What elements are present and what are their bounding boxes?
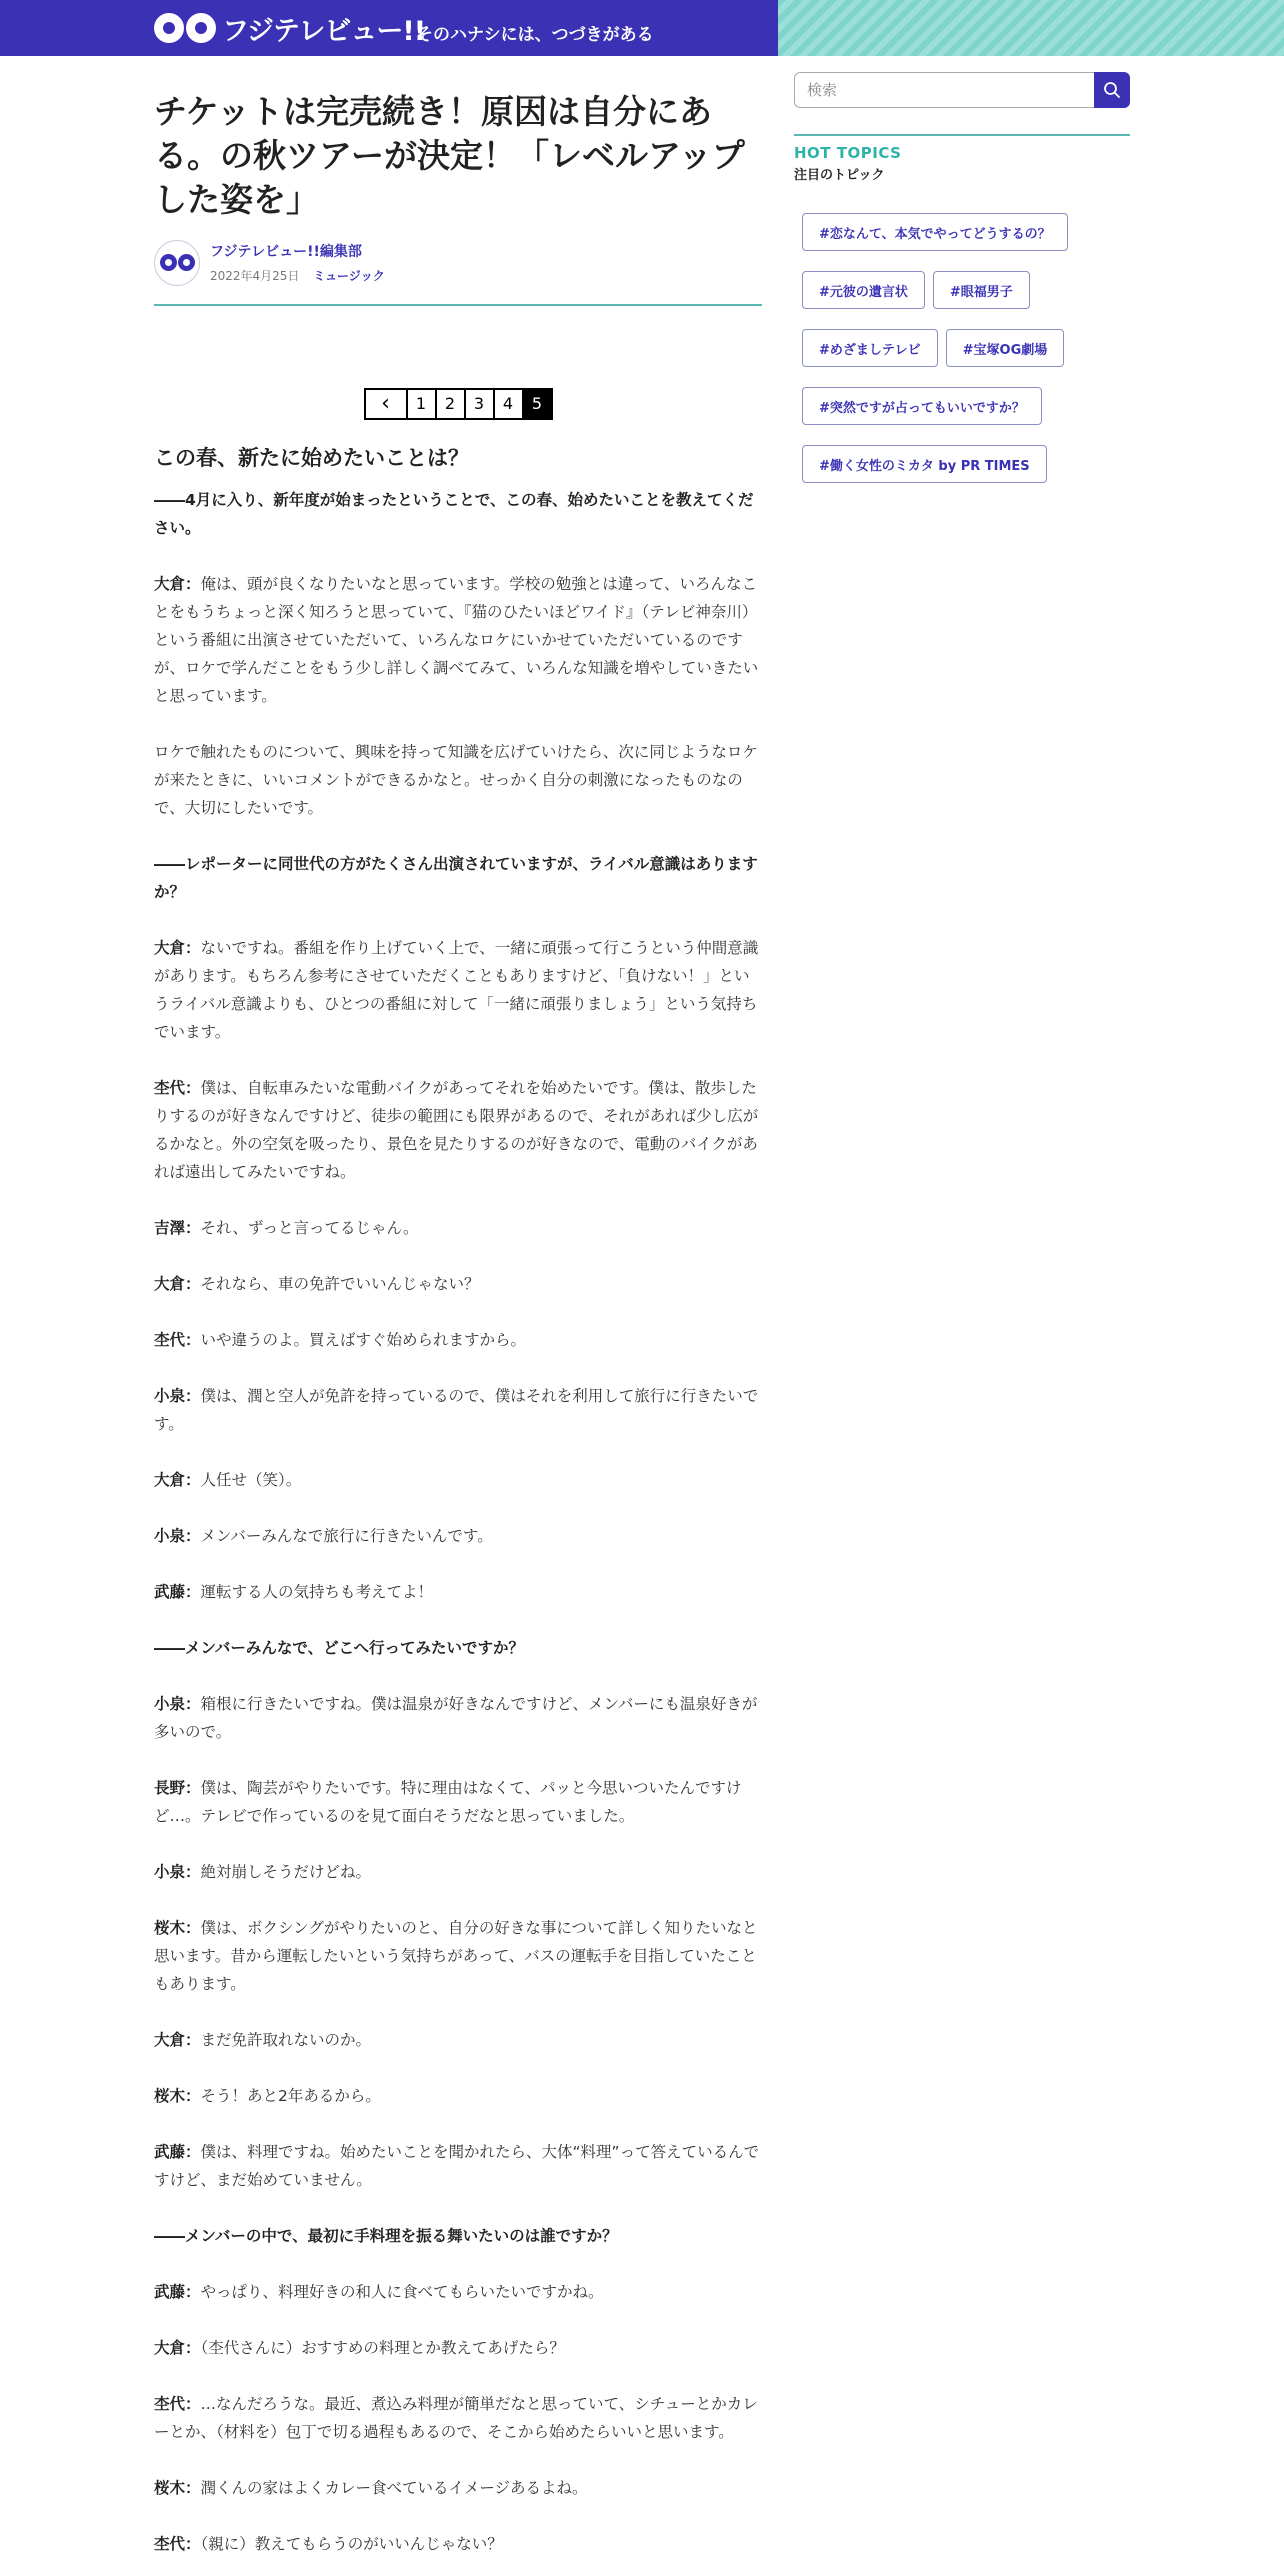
category-link[interactable]: ミュージック	[313, 269, 385, 284]
interview-answer	[154, 2082, 762, 2110]
paragraph-text: 僕は、陶芸がやりたいです。特に理由はなくて、パッと今思いついたんですけど…。テレビで作っているのを見て面白そうだなと思っていました。	[154, 1778, 742, 1825]
paragraph-text: （杢代さんに）おすすめの料理とか教えてあげたら？	[200, 2338, 565, 2357]
hot-topics-subtitle: 注目のトピック	[794, 168, 885, 183]
header-pattern	[778, 0, 1284, 56]
logo-eyes-icon	[154, 13, 216, 43]
paragraph-text: やっぱり、料理好きの和人に食べてもらいたいですかね。	[200, 2282, 604, 2301]
interview-answer	[154, 1466, 762, 1494]
speaker-name: 大倉：	[154, 2030, 201, 2049]
interview-answer	[154, 2474, 762, 2502]
interview-answer	[154, 1914, 762, 1998]
interview-question	[154, 2222, 762, 2250]
interview-answer	[154, 570, 762, 710]
interview-answer	[154, 934, 762, 1046]
speaker-name: 桜木：	[154, 1918, 201, 1937]
speaker-name: 杢代：	[154, 2394, 201, 2413]
interview-answer	[154, 738, 762, 822]
interview-answer	[154, 1578, 762, 1606]
hot-topic-tag[interactable]: #めざましテレビ	[802, 329, 938, 367]
interview-question	[154, 1634, 762, 1662]
interview-answer	[154, 2390, 762, 2446]
prev-page-button[interactable]	[364, 388, 408, 420]
speaker-name: 大倉：	[154, 1470, 201, 1489]
page-button-1[interactable]: 1	[408, 388, 437, 420]
interview-answer	[154, 1270, 762, 1298]
interview-answer	[154, 2278, 762, 2306]
paragraph-text: （親に）教えてもらうのがいいんじゃない？	[200, 2534, 503, 2553]
speaker-name: 大倉：	[154, 938, 201, 957]
paragraph-text: まだ免許取れないのか。	[200, 2030, 372, 2049]
speaker-name: 吉澤：	[154, 1218, 201, 1237]
paragraph-text: 僕は、自転車みたいな電動バイクがあってそれを始めたいです。僕は、散歩したりするのが好きなんですけど、徒歩の範囲にも限界があるので、それがあれば少し広がるかなと。外の空気を吸ったり、景色を見たりするのが好きなので、電動のバイクがあれば遠出してみたいですね。	[154, 1078, 759, 1181]
speaker-name: 武藤：	[154, 2282, 201, 2301]
interview-answer	[154, 2530, 762, 2558]
paragraph-text: 人任せ（笑）。	[200, 1470, 302, 1489]
search-input[interactable]	[794, 72, 1094, 108]
paragraph-text: ――レポーターに同世代の方がたくさん出演されていますが、ライバル意識はありますか？	[154, 854, 758, 901]
interview-answer	[154, 1690, 762, 1746]
speaker-name: 桜木：	[154, 2478, 201, 2497]
site-tagline: そのハナシには、つづきがある	[416, 25, 654, 45]
paragraph-text: 潤くんの家はよくカレー食べているイメージあるよね。	[200, 2478, 588, 2497]
paragraph-text: …なんだろうな。最近、煮込み料理が簡単だなと思っていて、シチューとかカレーとか、（材料を）包丁で切る過程もあるので、そこから始めたらいいと思います。	[154, 2394, 758, 2441]
logo-text: フジテレビュー!!	[222, 15, 426, 47]
interview-question	[154, 850, 762, 906]
hot-topics-divider	[794, 134, 1130, 136]
article-title: チケットは完売続き！原因は自分にある。の秋ツアーが決定！「レベルアップした姿を」	[154, 92, 745, 219]
speaker-name: 小泉：	[154, 1694, 201, 1713]
paragraph-text: 絶対崩しそうだけどね。	[200, 1862, 372, 1881]
speaker-name: 桜木：	[154, 2086, 201, 2105]
author-avatar[interactable]	[154, 240, 200, 286]
paragraph-text: 僕は、料理ですね。始めたいことを聞かれたら、大体“料理”って答えているんですけど、まだ始めていません。	[154, 2142, 760, 2189]
paragraph-text: いや違うのよ。買えばすぐ始められますから。	[200, 1330, 527, 1349]
section-heading: この春、新たに始めたいことは？	[154, 445, 469, 470]
hot-topic-tag[interactable]: #働く女性のミカタ by PR TIMES	[802, 445, 1047, 483]
paragraph-text: メンバーみんなで旅行に行きたいんです。	[200, 1526, 493, 1545]
sidebar	[794, 56, 1130, 483]
hot-topic-tag[interactable]: #突然ですが占ってもいいですか？	[802, 387, 1042, 425]
speaker-name: 杢代：	[154, 2534, 201, 2553]
paragraph-text: 箱根に行きたいですね。僕は温泉が好きなんですけど、メンバーにも温泉好きが多いので。	[154, 1694, 758, 1741]
search-icon	[1103, 81, 1121, 99]
interview-answer	[154, 2334, 762, 2362]
article-main	[154, 56, 762, 2558]
hot-topic-tag[interactable]: #恋なんて、本気でやってどうするの？	[802, 213, 1068, 251]
interview-answer	[154, 1382, 762, 1438]
paragraph-text: 運転する人の気持ちも考えてよ！	[200, 1582, 434, 1601]
paragraph-text: ――メンバーの中で、最初に手料理を振る舞いたいのは誰ですか？	[154, 2226, 618, 2245]
article-body	[154, 486, 762, 2558]
page-button-3[interactable]: 3	[466, 388, 495, 420]
search-button[interactable]	[1094, 72, 1130, 108]
page-button-2[interactable]: 2	[437, 388, 466, 420]
title-divider	[154, 304, 762, 306]
hot-topic-tags	[794, 213, 1114, 483]
speaker-name: 小泉：	[154, 1526, 201, 1545]
hot-topic-tag[interactable]: #元彼の遺言状	[802, 271, 925, 309]
paragraph-text: 俺は、頭が良くなりたいなと思っています。学校の勉強とは違って、いろんなことをもうちょっと深く知ろうと思っていて、『猫のひたいほどワイド』（テレビ神奈川）という番組に出演させていただいて、いろんなロケにいかせていただいているのですが、ロケで学んだことをもう少し詳しく調べてみて、いろんな知識を増やしていきたいと思っています。	[154, 574, 759, 705]
article-date: 2022年4月25日	[210, 269, 300, 284]
speaker-name: 杢代：	[154, 1330, 201, 1349]
speaker-name: 武藤：	[154, 2142, 201, 2161]
interview-answer	[154, 1522, 762, 1550]
interview-answer	[154, 1326, 762, 1354]
author-link[interactable]: フジテレビュー!!編集部	[210, 244, 362, 261]
paragraph-text: 僕は、ボクシングがやりたいのと、自分の好きな事について詳しく知りたいなと思います。昔から運転したいという気持ちがあって、バスの運転手を目指していたこともあります。	[154, 1918, 758, 1993]
speaker-name: 小泉：	[154, 1386, 201, 1405]
paragraph-text: そう！あと2年あるから。	[200, 2086, 381, 2105]
pagination	[154, 388, 762, 420]
speaker-name: 武藤：	[154, 1582, 201, 1601]
paragraph-text: それなら、車の免許でいいんじゃない？	[200, 1274, 480, 1293]
speaker-name: 長野：	[154, 1778, 201, 1797]
search-box	[794, 72, 1130, 108]
paragraph-text: 僕は、潤と空人が免許を持っているので、僕はそれを利用して旅行に行きたいです。	[154, 1386, 759, 1433]
article-meta	[154, 240, 762, 286]
hot-topic-tag[interactable]: #宝塚OG劇場	[946, 329, 1065, 367]
chevron-left-icon: ‹	[381, 390, 390, 416]
interview-answer	[154, 2026, 762, 2054]
interview-answer	[154, 1214, 762, 1242]
interview-answer	[154, 1858, 762, 1886]
speaker-name: 大倉：	[154, 1274, 201, 1293]
hot-topics-title: HOT TOPICS	[794, 144, 902, 162]
paragraph-text: ないですね。番組を作り上げていく上で、一緒に頑張って行こうという仲間意識があります。もちろん参考にさせていただくこともありますけど、「負けない！」というライバル意識よりも、ひとつの番組に対して「一緒に頑張りましょう」という気持ちでいます。	[154, 938, 759, 1041]
paragraph-text: ――4月に入り、新年度が始まったということで、この春、始めたいことを教えてください。	[154, 490, 754, 537]
hot-topic-tag[interactable]: #眼福男子	[933, 271, 1030, 309]
paragraph-text: ロケで触れたものについて、興味を持って知識を広げていけたら、次に同じようなロケが来たときに、いいコメントができるかなと。せっかく自分の刺激になったものなので、大切にしたいです。	[154, 742, 758, 817]
interview-question	[154, 486, 762, 542]
speaker-name: 大倉：	[154, 2338, 201, 2357]
speaker-name: 小泉：	[154, 1862, 201, 1881]
interview-answer	[154, 2138, 762, 2194]
interview-answer	[154, 1074, 762, 1186]
page-button-4[interactable]: 4	[495, 388, 524, 420]
speaker-name: 杢代：	[154, 1078, 201, 1097]
paragraph-text: それ、ずっと言ってるじゃん。	[200, 1218, 419, 1237]
site-logo[interactable]	[154, 8, 425, 48]
interview-answer	[154, 1774, 762, 1830]
speaker-name: 大倉：	[154, 574, 201, 593]
paragraph-text: ――メンバーみんなで、どこへ行ってみたいですか？	[154, 1638, 524, 1657]
page-button-5[interactable]: 5	[524, 388, 553, 420]
